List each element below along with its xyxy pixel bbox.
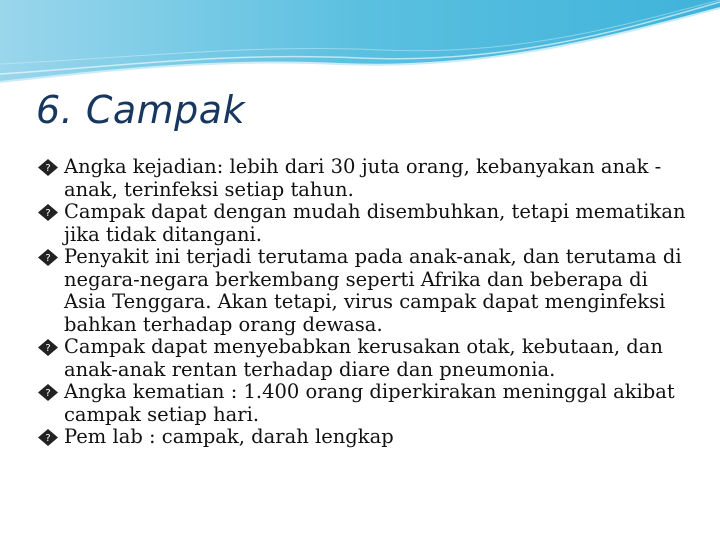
slide-title: 6. Campak: [36, 88, 246, 132]
bullet-item: [34, 156, 694, 201]
bullet-item: [34, 201, 694, 246]
bullet-text: Angka kejadian: lebih dari 30 juta orang, kebanyakan anak -anak, terinfeksi setiap tahun.: [64, 155, 662, 201]
bullet-list: [34, 156, 694, 449]
missing-glyph-icon: [34, 158, 62, 177]
header-wave-decoration: [0, 0, 720, 90]
bullet-item: [34, 246, 694, 336]
bullet-text: Campak dapat dengan mudah disembuhkan, tetapi mematikan jika tidak ditangani.: [64, 200, 686, 246]
bullet-item: [34, 336, 694, 381]
svg-text:?: ?: [45, 388, 51, 399]
bullet-text: Campak dapat menyebabkan kerusakan otak, kebutaan, dan anak-anak rentan terhadap diare dan pneumonia.: [64, 335, 663, 381]
svg-text:?: ?: [45, 433, 51, 444]
missing-glyph-icon: [34, 428, 62, 447]
missing-glyph-icon: [34, 338, 62, 357]
svg-text:?: ?: [45, 163, 51, 174]
svg-text:?: ?: [45, 343, 51, 354]
bullet-text: Pem lab : campak, darah lengkap: [64, 425, 394, 448]
bullet-text: Angka kematian : 1.400 orang diperkirakan meninggal akibat campak setiap hari.: [64, 380, 675, 426]
bullet-item: [34, 381, 694, 426]
bullet-item: [34, 426, 694, 449]
missing-glyph-icon: [34, 248, 62, 267]
missing-glyph-icon: [34, 383, 62, 402]
svg-text:?: ?: [45, 253, 51, 264]
missing-glyph-icon: [34, 203, 62, 222]
bullet-text: Penyakit ini terjadi terutama pada anak-anak, dan terutama di negara-negara berkembang seperti Afrika dan beberapa di Asia Tenggara. Akan tetapi, virus campak dapat menginfeksi bahkan terhadap orang dewasa.: [64, 245, 682, 336]
svg-text:?: ?: [45, 208, 51, 219]
